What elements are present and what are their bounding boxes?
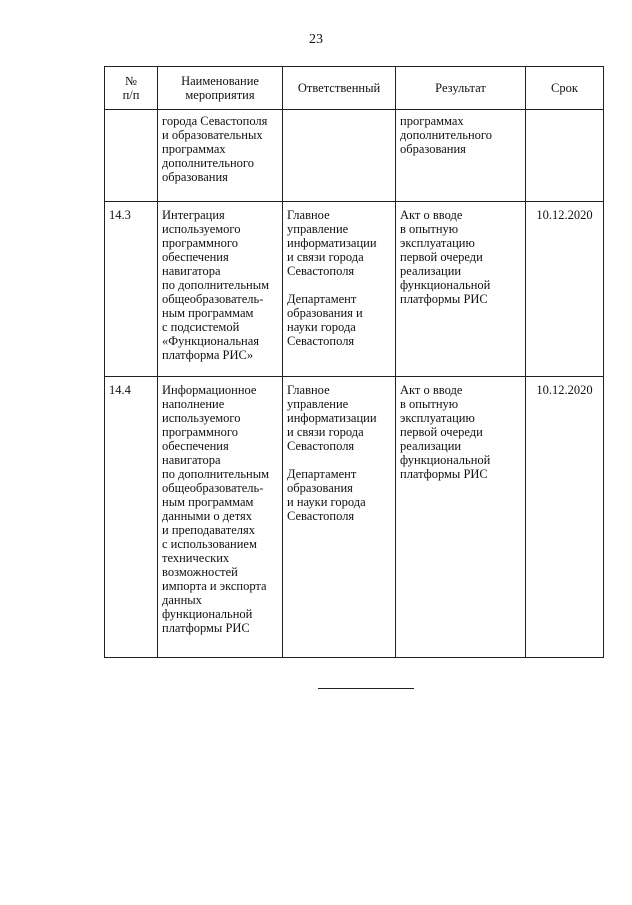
header-responsible: Ответственный [283, 67, 396, 110]
header-event-name: Наименование мероприятия [158, 67, 283, 110]
cell-deadline: 10.12.2020 [526, 202, 604, 377]
header-deadline: Срок [526, 67, 604, 110]
header-number: № п/п [105, 67, 158, 110]
cell-responsible: Главное управление информатизации и связи города Севастополя Департамент образования и науки города Севастополя [283, 377, 396, 658]
cell-event-name: Интеграция используемого программного обеспечения навигатора по дополнительным общеобразователь- ным программам с подсистемой «Функциональная платформа РИС» [158, 202, 283, 377]
table-row [105, 202, 604, 377]
cell-deadline: 10.12.2020 [526, 377, 604, 658]
cell-result: Акт о вводе в опытную эксплуатацию первой очереди реализации функциональной платформы РИС [396, 202, 526, 377]
cell-responsible [283, 110, 396, 202]
header-result: Результат [396, 67, 526, 110]
cell-result: программах дополнительного образования [396, 110, 526, 202]
table-row [105, 377, 604, 658]
cell-event-name: города Севастополя и образовательных программах дополнительного образования [158, 110, 283, 202]
end-separator-line [318, 688, 414, 689]
cell-deadline [526, 110, 604, 202]
events-table [104, 66, 604, 658]
cell-number [105, 110, 158, 202]
table-header-row [105, 67, 604, 110]
cell-event-name: Информационное наполнение используемого программного обеспечения навигатора по дополнительным общеобразователь- ным программам данными о детях и преподавателях с использованием технических возможностей импорта и экспорта данных функциональной платформы РИС [158, 377, 283, 658]
cell-number: 14.3 [105, 202, 158, 377]
page-number: 23 [309, 32, 323, 47]
cell-responsible: Главное управление информатизации и связи города Севастополя Департамент образования и науки города Севастополя [283, 202, 396, 377]
cell-result: Акт о вводе в опытную эксплуатацию первой очереди реализации функциональной платформы РИС [396, 377, 526, 658]
cell-number: 14.4 [105, 377, 158, 658]
table-row [105, 110, 604, 202]
